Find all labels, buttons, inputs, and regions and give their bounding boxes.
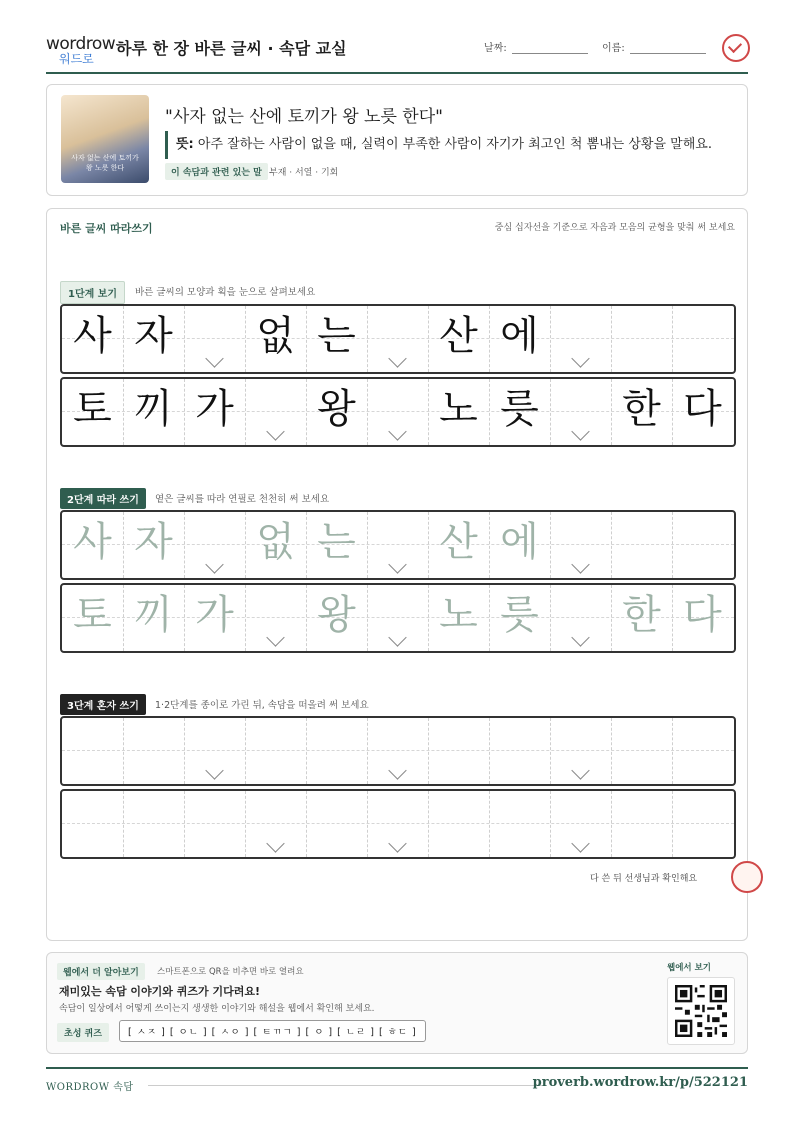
space-mark-icon bbox=[388, 555, 406, 573]
space-mark-icon bbox=[388, 349, 406, 367]
space-mark-icon bbox=[266, 628, 284, 646]
syllable-char: 사 bbox=[73, 313, 112, 359]
page-header bbox=[46, 28, 748, 74]
grid-line bbox=[489, 791, 490, 857]
footer-divider bbox=[148, 1085, 542, 1086]
space-mark-icon bbox=[266, 422, 284, 440]
grid-line bbox=[306, 791, 307, 857]
syllable-char[interactable]: 에 bbox=[500, 519, 539, 565]
syllable-char: 는 bbox=[317, 313, 356, 359]
syllable-char[interactable]: 사 bbox=[73, 519, 112, 565]
space-mark-icon bbox=[205, 349, 223, 367]
syllable-char: 끼 bbox=[134, 386, 173, 432]
syllable-char[interactable]: 다 bbox=[683, 592, 722, 638]
syllable-char: 노 bbox=[439, 386, 478, 432]
space-mark-icon bbox=[205, 555, 223, 573]
grid-line bbox=[550, 306, 551, 372]
grid-line bbox=[611, 718, 612, 784]
web-tag: 웹에서 더 알아보기 bbox=[57, 963, 145, 980]
quiz-box: [ ㅅㅈ ] [ ㅇㄴ ] [ ㅅㅇ ] [ ㅌㄲㄱ ] [ ㅇ ] [ ㄴㄹ ] [ ㅎㄷ ] bbox=[119, 1020, 426, 1042]
syllable-char: 산 bbox=[439, 313, 478, 359]
writing-row bbox=[60, 304, 736, 374]
space-mark-icon bbox=[388, 834, 406, 852]
syllable-char[interactable]: 자 bbox=[134, 519, 173, 565]
web-title: 재미있는 속담 이야기와 퀴즈가 기다려요! bbox=[59, 985, 260, 998]
step1-tag: 1단계 보기 bbox=[60, 281, 125, 304]
grid-line bbox=[245, 718, 246, 784]
qr-label: 웹에서 보기 bbox=[667, 963, 712, 973]
syllable-char[interactable]: 노 bbox=[439, 592, 478, 638]
web-box bbox=[46, 952, 748, 1054]
space-mark-icon bbox=[388, 628, 406, 646]
grid-line bbox=[672, 791, 673, 857]
meaning-label: 뜻: bbox=[176, 137, 194, 152]
syllable-char: 왕 bbox=[317, 386, 356, 432]
writing-row bbox=[60, 377, 736, 447]
syllable-char: 자 bbox=[134, 313, 173, 359]
step2-tag: 2단계 따라 쓰기 bbox=[60, 488, 146, 509]
grid-centerline bbox=[62, 750, 734, 751]
footer-brand: WORDROW 속담 bbox=[46, 1082, 134, 1093]
date-field[interactable] bbox=[512, 53, 588, 54]
check-seal-icon bbox=[722, 34, 750, 62]
related-tag: 이 속담과 관련 있는 말 bbox=[165, 163, 268, 180]
writing-row bbox=[60, 510, 736, 580]
name-field[interactable] bbox=[630, 53, 706, 54]
quiz-tag: 초성 퀴즈 bbox=[57, 1023, 109, 1042]
syllable-char: 릇 bbox=[500, 386, 539, 432]
grid-line bbox=[245, 791, 246, 857]
name-label: 이름: bbox=[602, 43, 625, 54]
grid-line bbox=[367, 306, 368, 372]
syllable-char[interactable]: 없 bbox=[256, 519, 295, 565]
meaning bbox=[165, 131, 712, 159]
web-desc: 속담이 일상에서 어떻게 쓰이는지 생생한 이야기와 해설을 웹에서 확인해 보세요. bbox=[59, 1004, 375, 1014]
step3-tag: 3단계 혼자 쓰기 bbox=[60, 694, 146, 715]
space-mark-icon bbox=[571, 761, 589, 779]
step2-desc: 옅은 글씨를 따라 연필로 천천히 써 보세요 bbox=[155, 494, 330, 505]
meaning-text: 아주 잘하는 사람이 없을 때, 실력이 부족한 사람이 자기가 최고인 척 뽐내는 상황을 말해요. bbox=[197, 137, 712, 152]
grid-line bbox=[184, 306, 185, 372]
step1-desc: 바른 글씨의 모양과 획을 눈으로 살펴보세요 bbox=[135, 287, 316, 298]
writing-row[interactable] bbox=[60, 716, 736, 786]
grid-line bbox=[184, 512, 185, 578]
syllable-char[interactable]: 릇 bbox=[500, 592, 539, 638]
grid-line bbox=[611, 512, 612, 578]
page-footer bbox=[46, 1067, 748, 1099]
proverb-text: "사자 없는 산에 토끼가 왕 노릇 한다" bbox=[165, 107, 443, 127]
space-mark-icon bbox=[571, 349, 589, 367]
grid-line bbox=[489, 718, 490, 784]
syllable-char[interactable]: 토 bbox=[73, 592, 112, 638]
web-hint: 스마트폰으로 QR을 비추면 바로 열려요 bbox=[157, 967, 304, 977]
syllable-char: 다 bbox=[683, 386, 722, 432]
space-mark-icon bbox=[388, 761, 406, 779]
grid-line bbox=[428, 791, 429, 857]
writing-row[interactable] bbox=[60, 789, 736, 859]
syllable-char[interactable]: 산 bbox=[439, 519, 478, 565]
grid-line bbox=[611, 306, 612, 372]
grid-line bbox=[367, 512, 368, 578]
grid-line bbox=[184, 718, 185, 784]
proverb-card bbox=[46, 84, 748, 196]
grid-centerline bbox=[62, 823, 734, 824]
page-title: 하루 한 장 바른 글씨 · 속담 교실 bbox=[116, 39, 347, 58]
confirm-note: 다 쓴 뒤 선생님과 확인해요 bbox=[590, 874, 698, 884]
syllable-char[interactable]: 한 bbox=[622, 592, 661, 638]
grid-line bbox=[550, 791, 551, 857]
syllable-char[interactable]: 왕 bbox=[317, 592, 356, 638]
writing-row bbox=[60, 583, 736, 653]
practice-note: 중심 십자선을 기준으로 자음과 모음의 균형을 맞춰 써 보세요 bbox=[494, 223, 735, 233]
thumb-caption: 사자 없는 산에 토끼가 왕 노릇 한다 bbox=[71, 154, 139, 172]
grid-line bbox=[123, 718, 124, 784]
illustration-image bbox=[61, 95, 149, 183]
grid-line bbox=[550, 379, 551, 445]
space-mark-icon bbox=[571, 555, 589, 573]
syllable-char: 없 bbox=[256, 313, 295, 359]
grid-line bbox=[245, 585, 246, 651]
grid-line bbox=[672, 306, 673, 372]
grid-line bbox=[367, 585, 368, 651]
footer-url[interactable]: proverb.wordrow.kr/p/522121 bbox=[532, 1075, 748, 1090]
practice-title: 바른 글씨 따라쓰기 bbox=[60, 222, 153, 235]
grid-line bbox=[306, 718, 307, 784]
space-mark-icon bbox=[571, 628, 589, 646]
grid-line bbox=[245, 379, 246, 445]
grid-line bbox=[611, 791, 612, 857]
grid-line bbox=[367, 379, 368, 445]
syllable-char[interactable]: 는 bbox=[317, 519, 356, 565]
syllable-char: 토 bbox=[73, 386, 112, 432]
grid-line bbox=[123, 791, 124, 857]
grid-line bbox=[428, 718, 429, 784]
space-mark-icon bbox=[571, 834, 589, 852]
grid-line bbox=[184, 791, 185, 857]
teacher-stamp-icon bbox=[731, 861, 763, 893]
syllable-char[interactable]: 가 bbox=[195, 592, 234, 638]
grid-line bbox=[367, 718, 368, 784]
space-mark-icon bbox=[571, 422, 589, 440]
step3-desc: 1·2단계를 종이로 가린 뒤, 속담을 떠올려 써 보세요 bbox=[155, 700, 369, 711]
grid-line bbox=[550, 718, 551, 784]
wordrow-logo: wordrow 워드로 bbox=[46, 34, 116, 66]
syllable-char: 가 bbox=[195, 386, 234, 432]
related-words: 부재 · 서열 · 기회 bbox=[269, 168, 339, 178]
syllable-char: 한 bbox=[622, 386, 661, 432]
grid-line bbox=[672, 718, 673, 784]
syllable-char: 에 bbox=[500, 313, 539, 359]
grid-line bbox=[672, 512, 673, 578]
grid-line bbox=[550, 512, 551, 578]
practice-panel bbox=[46, 208, 748, 941]
grid-line bbox=[367, 791, 368, 857]
date-label: 날짜: bbox=[484, 43, 507, 54]
space-mark-icon bbox=[266, 834, 284, 852]
syllable-char[interactable]: 끼 bbox=[134, 592, 173, 638]
qr-code-icon[interactable] bbox=[667, 977, 735, 1045]
grid-line bbox=[550, 585, 551, 651]
space-mark-icon bbox=[205, 761, 223, 779]
space-mark-icon bbox=[388, 422, 406, 440]
